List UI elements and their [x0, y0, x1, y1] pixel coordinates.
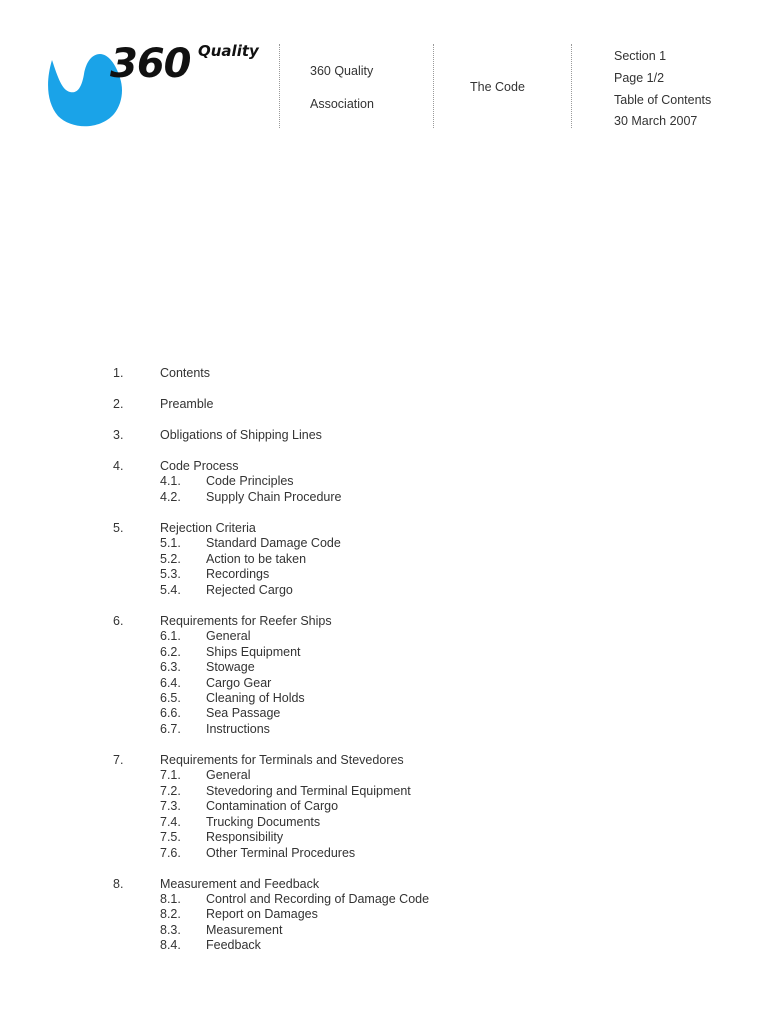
brand-logo — [44, 40, 264, 130]
toc-subitem-title: Instructions — [206, 721, 270, 736]
header-divider — [433, 44, 434, 128]
toc-subitem-number: 5.1. — [160, 536, 181, 551]
toc-subitem-title: Other Terminal Procedures — [206, 845, 356, 860]
toc-subitem-number: 8.3. — [160, 922, 181, 937]
toc-subitem-title: Recordings — [206, 567, 270, 582]
toc-subitem-title: Stevedoring and Terminal Equipment — [206, 783, 411, 798]
toc-item-title: Contents — [160, 366, 211, 380]
toc-subitem-title: General — [206, 629, 251, 644]
page-label: Page 1/2 — [614, 71, 665, 85]
toc-subitem-number: 4.1. — [160, 474, 181, 489]
toc-subitem-title: Report on Damages — [206, 907, 318, 922]
toc-subitem-title: Cargo Gear — [206, 675, 272, 690]
toc-subitem-number: 5.4. — [160, 582, 181, 597]
organization-name-line2: Association — [310, 97, 374, 111]
toc-subitem-number: 7.1. — [160, 768, 181, 783]
toc-subitem-title: Cleaning of Holds — [206, 690, 305, 705]
toc-subitem-number: 8.1. — [160, 892, 181, 906]
toc-item-number: 2. — [113, 397, 124, 411]
toc-subitem-title: Contamination of Cargo — [206, 799, 339, 814]
toc-item-number: 1. — [113, 366, 124, 380]
toc-subitem-title: Code Principles — [206, 474, 294, 489]
toc-item-title: Requirements for Terminals and Stevedores — [160, 752, 404, 767]
toc-subitem-number: 6.3. — [160, 660, 181, 675]
toc-subitem-title: Standard Damage Code — [206, 536, 341, 551]
toc-item-title: Rejection Criteria — [160, 520, 256, 535]
toc-subitem-number: 5.2. — [160, 551, 181, 566]
toc-subitem-number: 8.4. — [160, 938, 181, 953]
toc-subitem-title: Ships Equipment — [206, 644, 301, 659]
toc-item-number: 8. — [113, 876, 124, 891]
toc-subitem-number: 6.7. — [160, 721, 181, 736]
toc-subitem-title: Supply Chain Procedure — [206, 489, 342, 504]
toc-item-title: Code Process — [160, 459, 239, 473]
logo-word: Quality — [198, 42, 259, 60]
toc-subitem-title: General — [206, 768, 251, 783]
toc-subitem-number: 6.6. — [160, 706, 181, 721]
toc-subitem-title: Trucking Documents — [206, 814, 321, 829]
toc-subitem-number: 7.6. — [160, 845, 181, 860]
toc-item-number: 7. — [113, 752, 124, 767]
toc-subitem-title: Action to be taken — [206, 551, 307, 566]
header-divider — [571, 44, 572, 128]
toc-subitem-title: Control and Recording of Damage Code — [206, 892, 430, 906]
toc-subitem-title: Stowage — [206, 660, 255, 675]
document-date: 30 March 2007 — [614, 114, 698, 128]
document-name: The Code — [470, 80, 525, 94]
toc-item-title: Preamble — [160, 397, 214, 411]
toc-subitem-number: 5.3. — [160, 567, 181, 582]
toc-subitem-number: 6.2. — [160, 644, 181, 659]
toc-subitem-title: Responsibility — [206, 830, 284, 845]
toc-subitem-title: Sea Passage — [206, 706, 281, 721]
toc-subitem-title: Feedback — [206, 938, 261, 953]
toc-subitem-number: 7.3. — [160, 799, 181, 814]
toc-item-number: 6. — [113, 613, 124, 628]
header-divider — [279, 44, 280, 128]
toc-subitem-number: 4.2. — [160, 489, 181, 504]
toc-item-number: 3. — [113, 428, 124, 442]
toc-item-number: 5. — [113, 520, 124, 535]
section-label: Section 1 — [614, 49, 667, 63]
logo-number: 360 — [110, 41, 191, 87]
toc-item-title: Measurement and Feedback — [160, 876, 320, 891]
toc-subitem-number: 7.4. — [160, 814, 181, 829]
organization-name-line1: 360 Quality — [310, 64, 374, 78]
toc-subitem-number: 7.2. — [160, 783, 181, 798]
toc-item-number: 4. — [113, 459, 124, 473]
toc-subitem-number: 8.2. — [160, 907, 181, 922]
toc-item-title: Requirements for Reefer Ships — [160, 613, 332, 628]
toc-subitem-number: 6.1. — [160, 629, 181, 644]
toc-subitem-title: Measurement — [206, 922, 283, 937]
toc-subitem-title: Rejected Cargo — [206, 582, 293, 597]
toc-subitem-number: 6.4. — [160, 675, 181, 690]
toc-item-title: Obligations of Shipping Lines — [160, 428, 322, 442]
page-subject: Table of Contents — [614, 93, 712, 107]
toc-subitem-number: 7.5. — [160, 830, 181, 845]
toc-subitem-number: 6.5. — [160, 690, 181, 705]
